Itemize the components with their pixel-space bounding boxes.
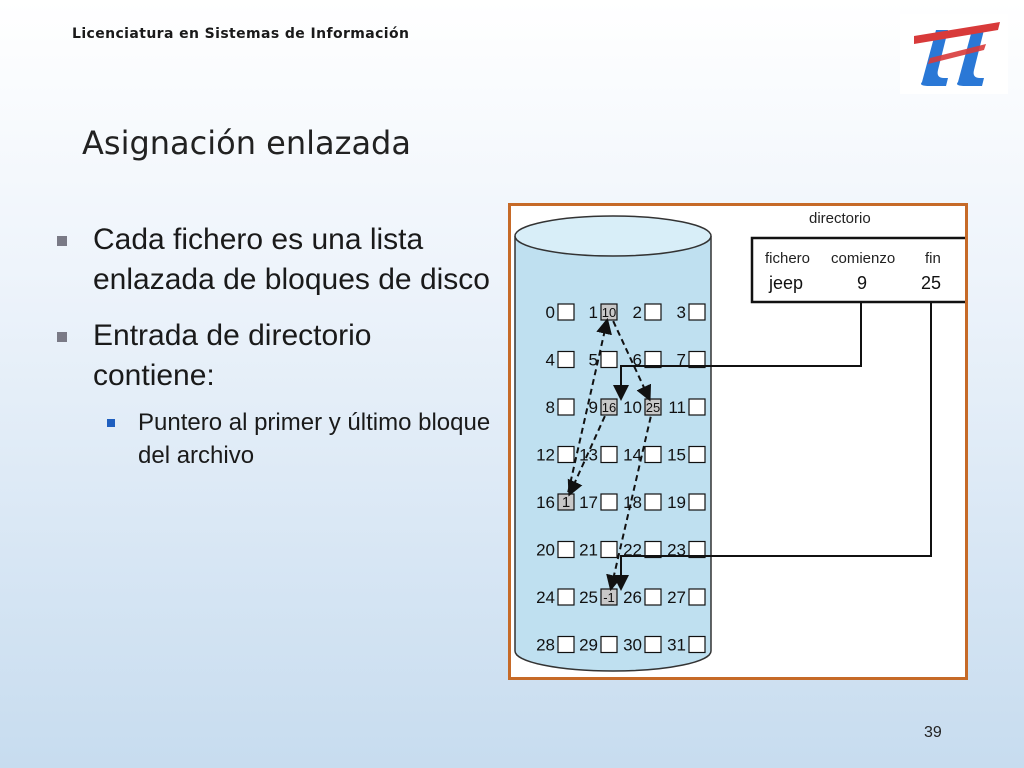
block-number: 20	[536, 540, 555, 560]
block-number: 19	[667, 493, 686, 512]
block-number: 5	[588, 350, 598, 370]
page-number: 39	[924, 724, 942, 741]
block-number: 16	[536, 493, 555, 512]
free-block	[645, 494, 661, 510]
slide-title: Asignación enlazada	[82, 124, 411, 162]
block-number: 7	[676, 350, 686, 370]
linked-allocation-diagram	[508, 203, 968, 680]
block-number: 31	[667, 635, 686, 655]
free-block	[558, 589, 574, 605]
bullet-item: Entrada de directorio contiene:	[55, 316, 495, 396]
block-number: 12	[536, 445, 555, 465]
block-number: 21	[579, 540, 598, 560]
free-block	[689, 399, 705, 415]
block-number: 18	[623, 493, 642, 512]
header-text: Licenciatura en Sistemas de Información	[72, 26, 410, 42]
bullet-list	[55, 220, 495, 472]
bullet-item: Cada fichero es una lista enlazada de bloques de disco	[55, 220, 495, 300]
free-block	[645, 304, 661, 320]
free-block	[689, 447, 705, 463]
block-pointer-value: 10	[601, 305, 617, 320]
block-pointer-value: -1	[603, 590, 615, 605]
disk-cylinder-top	[515, 216, 711, 256]
free-block	[558, 399, 574, 415]
column-end: fin	[925, 250, 941, 267]
university-logo	[900, 14, 1008, 94]
block-number: 27	[667, 588, 686, 607]
block-pointer-value: 16	[601, 400, 617, 415]
block-number: 9	[588, 398, 598, 417]
free-block	[601, 352, 617, 368]
block-number: 25	[579, 588, 598, 607]
block-number: 15	[667, 445, 686, 465]
block-number: 22	[623, 540, 642, 560]
free-block	[601, 542, 617, 558]
block-pointer-value: 1	[561, 494, 571, 511]
block-number: 14	[623, 445, 642, 465]
block-number: 28	[536, 635, 555, 655]
free-block	[645, 637, 661, 653]
block-pointer-value: 25	[645, 400, 661, 415]
column-start: comienzo	[831, 250, 896, 267]
block-number: 0	[545, 303, 555, 322]
block-number: 11	[668, 398, 686, 417]
free-block	[689, 304, 705, 320]
block-number: 8	[545, 398, 555, 417]
block-number: 29	[579, 635, 598, 655]
block-number: 26	[623, 588, 642, 607]
free-block	[558, 352, 574, 368]
block-number: 4	[545, 350, 555, 370]
block-number: 17	[579, 493, 598, 512]
block-number: 1	[588, 303, 598, 322]
entry-start: 9	[857, 273, 868, 293]
free-block	[601, 637, 617, 653]
entry-end: 25	[921, 273, 942, 293]
free-block	[558, 542, 574, 558]
free-block	[558, 304, 574, 320]
free-block	[689, 589, 705, 605]
column-file: fichero	[765, 250, 811, 267]
entry-file: jeep	[769, 273, 804, 293]
block-number: 3	[676, 303, 686, 322]
free-block	[558, 447, 574, 463]
free-block	[601, 447, 617, 463]
block-number: 24	[536, 588, 555, 607]
directory-label: directorio	[809, 210, 871, 227]
block-number: 2	[632, 303, 642, 322]
block-number: 13	[579, 445, 598, 465]
sub-bullet-item: Puntero al primer y último bloque del archivo	[55, 406, 495, 472]
block-number: 23	[667, 540, 686, 560]
block-number: 6	[632, 350, 642, 370]
free-block	[689, 637, 705, 653]
block-number: 30	[623, 635, 642, 655]
free-block	[645, 589, 661, 605]
free-block	[689, 494, 705, 510]
block-number: 10	[623, 398, 642, 417]
diagram-canvas	[511, 206, 965, 677]
free-block	[601, 494, 617, 510]
free-block	[558, 637, 574, 653]
free-block	[645, 447, 661, 463]
